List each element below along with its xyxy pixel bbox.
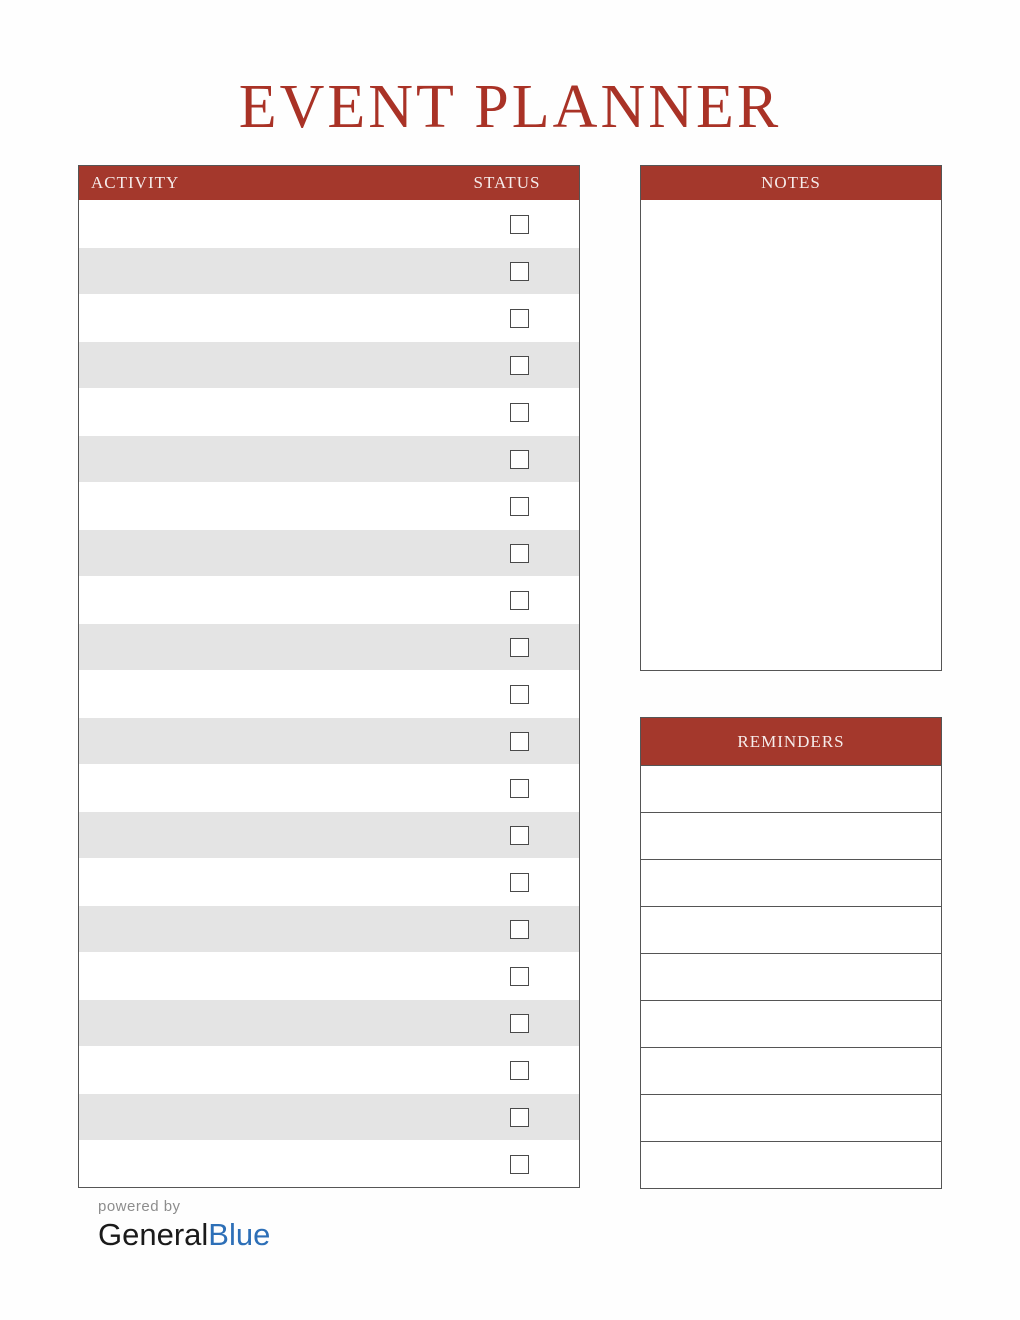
reminder-input[interactable] <box>641 953 941 1000</box>
reminder-input[interactable] <box>641 1094 941 1141</box>
status-cell <box>459 779 579 798</box>
table-row <box>79 529 579 576</box>
table-row <box>79 764 579 811</box>
status-cell <box>459 544 579 563</box>
reminder-input[interactable] <box>641 765 941 812</box>
status-checkbox[interactable] <box>510 967 529 986</box>
status-cell <box>459 309 579 328</box>
status-checkbox[interactable] <box>510 685 529 704</box>
status-cell <box>459 638 579 657</box>
reminder-input[interactable] <box>641 906 941 953</box>
status-checkbox[interactable] <box>510 920 529 939</box>
table-row <box>79 1046 579 1093</box>
brand-name <box>98 1217 398 1253</box>
status-cell <box>459 826 579 845</box>
brand-name-first: General <box>98 1217 209 1252</box>
table-row <box>79 1093 579 1140</box>
reminder-input[interactable] <box>641 859 941 906</box>
table-row <box>79 623 579 670</box>
status-checkbox[interactable] <box>510 450 529 469</box>
status-checkbox[interactable] <box>510 544 529 563</box>
notes-panel <box>640 165 942 671</box>
table-row <box>79 999 579 1046</box>
activity-table <box>78 165 580 1188</box>
status-cell <box>459 215 579 234</box>
powered-by-label: powered by <box>98 1198 181 1215</box>
table-row <box>79 858 579 905</box>
status-cell <box>459 685 579 704</box>
status-checkbox[interactable] <box>510 873 529 892</box>
status-cell <box>459 1155 579 1174</box>
status-checkbox[interactable] <box>510 638 529 657</box>
status-cell <box>459 591 579 610</box>
status-cell <box>459 967 579 986</box>
status-cell <box>459 262 579 281</box>
status-checkbox[interactable] <box>510 1014 529 1033</box>
reminders-header: REMINDERS <box>641 718 941 765</box>
page-title: EVENT PLANNER <box>238 73 782 141</box>
status-checkbox[interactable] <box>510 591 529 610</box>
reminder-input[interactable] <box>641 1000 941 1047</box>
status-checkbox[interactable] <box>510 356 529 375</box>
status-checkbox[interactable] <box>510 309 529 328</box>
status-cell <box>459 732 579 751</box>
table-row <box>79 811 579 858</box>
status-checkbox[interactable] <box>510 403 529 422</box>
table-row <box>79 576 579 623</box>
table-row <box>79 247 579 294</box>
table-row <box>79 341 579 388</box>
reminder-input[interactable] <box>641 812 941 859</box>
reminder-input[interactable] <box>641 1047 941 1094</box>
table-row <box>79 952 579 999</box>
table-row <box>79 717 579 764</box>
status-checkbox[interactable] <box>510 1061 529 1080</box>
brand-footer <box>98 1198 398 1253</box>
notes-header: NOTES <box>641 166 941 200</box>
status-checkbox[interactable] <box>510 1108 529 1127</box>
brand-name-second: Blue <box>208 1217 271 1252</box>
table-row <box>79 482 579 529</box>
column-header-activity: ACTIVITY <box>91 173 180 192</box>
table-row <box>79 200 579 247</box>
status-checkbox[interactable] <box>510 215 529 234</box>
table-row <box>79 670 579 717</box>
status-checkbox[interactable] <box>510 732 529 751</box>
reminder-rows <box>641 765 941 1188</box>
status-cell <box>459 873 579 892</box>
activity-rows <box>79 200 579 1187</box>
notes-writing-area[interactable] <box>641 200 941 670</box>
status-checkbox[interactable] <box>510 826 529 845</box>
status-cell <box>459 1108 579 1127</box>
status-checkbox[interactable] <box>510 262 529 281</box>
status-cell <box>459 450 579 469</box>
table-row <box>79 1140 579 1187</box>
status-cell <box>459 1061 579 1080</box>
status-cell <box>459 356 579 375</box>
status-cell <box>459 403 579 422</box>
reminder-input[interactable] <box>641 1141 941 1188</box>
table-row <box>79 905 579 952</box>
column-header-status: STATUS <box>473 173 541 192</box>
table-row <box>79 435 579 482</box>
status-cell <box>459 497 579 516</box>
status-checkbox[interactable] <box>510 497 529 516</box>
table-row <box>79 388 579 435</box>
status-checkbox[interactable] <box>510 779 529 798</box>
status-cell <box>459 920 579 939</box>
reminders-panel <box>640 717 942 1189</box>
status-cell <box>459 1014 579 1033</box>
activity-table-header <box>79 166 579 200</box>
table-row <box>79 294 579 341</box>
status-checkbox[interactable] <box>510 1155 529 1174</box>
